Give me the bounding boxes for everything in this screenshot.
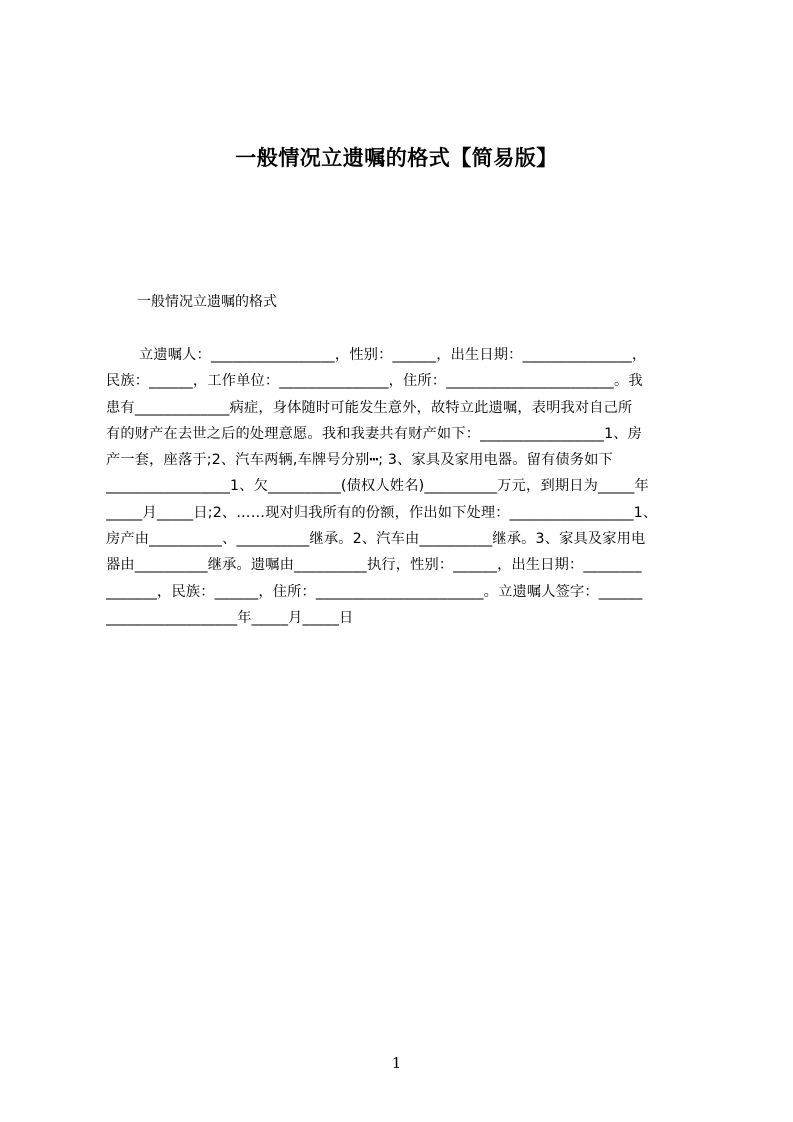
body-line: __________________年_____月_____日 bbox=[106, 609, 354, 626]
body-line: 房产由__________、__________继承。2、汽车由__________继承。3、家具及家用电 bbox=[106, 531, 646, 548]
body-line: 器由__________继承。遗嘱由__________执行，性别：______，出生日期：________ bbox=[106, 557, 642, 574]
body-line: _______，民族：______，住所：_______________________。立遗嘱人签字：______ bbox=[106, 583, 643, 600]
section-heading: 一般情况立遗嘱的格式 bbox=[137, 294, 277, 310]
document-title: 一般情况立遗嘱的格式【简易版】 bbox=[235, 146, 558, 170]
page-number: 1 bbox=[391, 1054, 402, 1072]
body-line: 民族：______，工作单位：_______________，住所：_______________________。我 bbox=[106, 373, 643, 390]
body-line: 产一套，座落于;2、汽车两辆,车牌号分别┅; 3、家具及家用电器。留有债务如下 bbox=[106, 452, 613, 469]
body-line: 立遗嘱人：_________________，性别：______，出生日期：_______________， bbox=[139, 347, 647, 363]
body-line: _________________1、欠__________(债权人姓名)__________万元，到期日为_____年 bbox=[106, 478, 649, 495]
body-line: _____月_____日;2、……现对归我所有的份额，作出如下处理：_________________1、 bbox=[106, 504, 658, 521]
will-body-text bbox=[106, 342, 698, 631]
body-line: 患有_____________病症，身体随时可能发生意外，故特立此遗嘱，表明我对自己所 bbox=[106, 399, 633, 416]
body-line: 有的财产在去世之后的处理意愿。我和我妻共有财产如下：_________________1、房 bbox=[106, 425, 643, 442]
